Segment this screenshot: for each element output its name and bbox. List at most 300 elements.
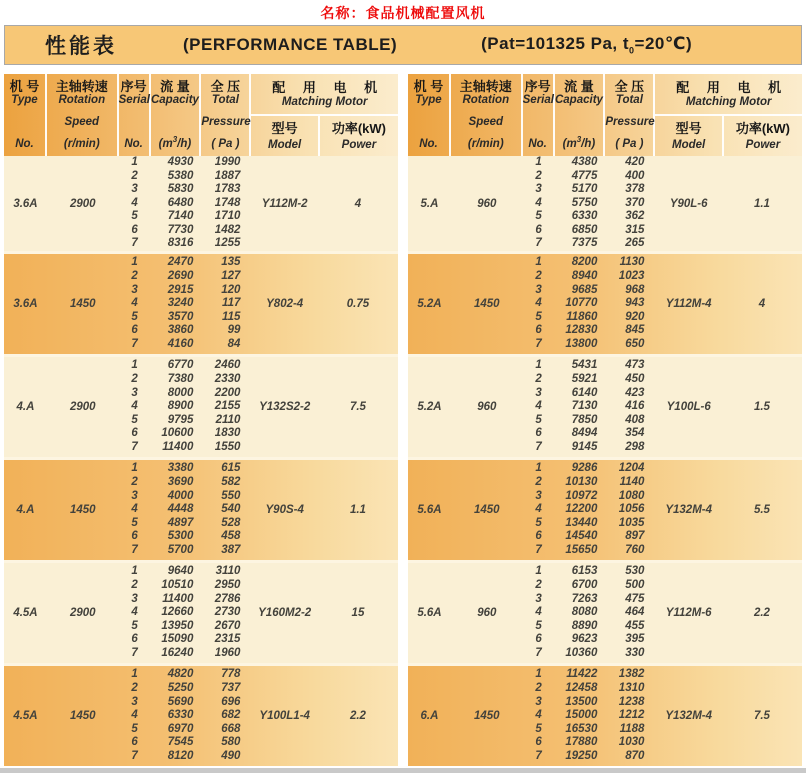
capacity-value: 12458 [565,682,598,695]
speed-label-en1: Rotation [58,94,106,106]
col-header-type [408,74,451,156]
serial-value: 6 [131,736,138,749]
serial-value: 6 [131,223,138,236]
rotation-speed-cell: 1450 [473,710,500,722]
pressure-column [201,359,251,454]
serial-value: 2 [131,579,138,592]
capacity-label-en: Capacity [554,94,603,106]
conditions-prefix: (Pat=101325 Pa, t [481,34,630,54]
serial-value: 6 [535,324,542,337]
performance-block [4,354,398,457]
serial-value: 5 [131,310,138,323]
power-label-en: Power [745,138,781,151]
capacity-column [555,156,606,251]
serial-column [523,359,555,454]
serial-value: 2 [535,476,542,489]
serial-value: 1 [131,359,138,372]
serial-value: 1 [535,359,542,372]
capacity-value: 15090 [161,633,194,646]
capacity-value: 3860 [167,324,194,337]
pressure-value: 2110 [215,413,241,426]
capacity-value: 13500 [565,695,598,708]
pressure-column [605,668,655,763]
pressure-value: 1204 [618,462,645,475]
serial-value: 7 [131,543,138,556]
pressure-value: 550 [221,489,241,502]
pressure-value: 490 [221,749,241,762]
capacity-column [151,462,202,557]
performance-table-right [408,74,802,766]
col-header-capacity [151,74,202,156]
fan-type-cell: 5.6A [417,504,442,516]
pressure-value: 1056 [618,503,645,516]
rotation-speed-cell: 2900 [69,197,96,210]
pressure-value: 1140 [619,476,645,489]
pressure-value: 1990 [214,155,241,168]
pressure-value: 845 [625,324,645,337]
performance-block [4,560,398,663]
capacity-value: 9640 [167,565,194,578]
capacity-value: 13800 [565,337,598,350]
speed-unit: (r/min) [467,138,504,150]
pressure-value: 408 [625,413,645,426]
performance-table-left [4,74,398,766]
serial-value: 7 [131,749,138,762]
speed-unit: (r/min) [63,138,100,150]
pressure-value: 668 [221,722,241,735]
capacity-value: 5700 [167,543,194,556]
serial-value: 1 [131,462,138,475]
table-header [4,74,398,156]
rotation-speed-cell: 1450 [473,298,500,310]
capacity-value: 4000 [167,489,194,502]
rotation-speed-cell: 2900 [69,401,96,413]
serial-value: 5 [131,516,138,529]
pressure-value: 99 [227,324,241,337]
serial-value: 3 [535,183,542,196]
pressure-column [605,156,655,251]
pressure-label-en2: Pressure [605,116,655,128]
fan-type-cell: 5.6A [417,607,442,619]
capacity-column [151,565,202,660]
capacity-value: 2915 [167,283,194,296]
pressure-value: 1130 [619,256,645,269]
capacity-value: 8900 [167,400,194,413]
serial-value: 6 [535,223,542,236]
pressure-value: 1830 [214,427,241,440]
serial-label-cn: 序号 [524,79,551,94]
performance-block [408,560,802,663]
capacity-value: 11400 [162,440,194,453]
capacity-column [151,256,202,351]
tables-container [4,74,802,766]
page-title-english: (PERFORMANCE TABLE) [183,35,398,54]
serial-value: 4 [535,297,542,310]
capacity-value: 12830 [565,324,598,337]
serial-value: 3 [535,592,542,605]
serial-value: 5 [131,210,138,223]
pressure-column [201,565,251,660]
pressure-value: 2730 [214,606,241,619]
capacity-value: 5431 [571,359,598,372]
fan-type-cell: 5.2A [417,298,442,310]
fan-type-cell: 4.A [16,504,35,516]
capacity-unit-post: /h) [177,138,192,150]
col-header-serial [523,74,555,156]
motor-model-cell: Y100L-6 [666,401,711,413]
speed-label-cn: 主轴转速 [459,79,512,94]
performance-block [408,663,802,766]
serial-value: 6 [535,736,542,749]
capacity-value: 2690 [167,270,194,283]
pressure-value: 127 [221,270,241,283]
capacity-value: 4448 [167,503,194,516]
capacity-value: 4897 [167,516,194,529]
capacity-value: 5380 [167,169,194,182]
serial-value: 7 [535,440,542,453]
serial-value: 7 [131,646,138,659]
serial-value: 2 [535,169,542,182]
type-label-en: Type [11,94,38,106]
serial-value: 6 [131,530,138,543]
pressure-value: 420 [625,155,645,168]
pressure-label-cn: 全 压 [614,79,645,94]
motor-power-cell: 7.5 [349,401,366,413]
table-body-left [4,156,398,766]
power-label-en: Power [341,138,377,151]
type-unit: No. [15,138,34,150]
pressure-value: 387 [221,543,241,556]
motor-model-cell: Y160M2-2 [258,607,312,619]
pressure-value: 2330 [214,373,241,386]
pressure-value: 696 [221,695,241,708]
capacity-unit-pre: (m [158,138,173,150]
motor-subheader [251,114,398,156]
serial-column [119,156,151,251]
serial-value: 4 [535,709,542,722]
capacity-unit [151,133,200,151]
capacity-value: 6700 [571,579,598,592]
conditions-subscript: 0 [629,45,635,56]
pressure-value: 395 [625,633,645,646]
fan-type-cell: 3.6A [13,298,38,310]
serial-value: 5 [535,722,542,735]
pressure-value: 1382 [618,668,645,681]
pressure-value: 1212 [618,709,645,722]
pressure-value: 1482 [214,223,241,236]
capacity-value: 15000 [565,709,598,722]
capacity-value: 7130 [571,400,598,413]
capacity-value: 5830 [167,183,194,196]
performance-block [408,457,802,560]
pressure-value: 330 [625,646,645,659]
serial-value: 2 [131,270,138,283]
capacity-label-en: Capacity [150,94,199,106]
serial-value: 7 [535,543,542,556]
serial-value: 3 [535,386,542,399]
col-header-pressure [605,74,655,156]
motor-power-cell: 5.5 [753,504,770,516]
motor-model-cell: Y90S-4 [265,504,304,516]
capacity-value: 4160 [167,337,194,350]
motor-group-label [251,74,398,114]
pressure-value: 1550 [214,440,241,453]
capacity-unit-post: /h) [581,138,596,150]
rotation-speed-cell: 1450 [69,710,96,722]
capacity-label-cn: 流 量 [564,79,594,94]
capacity-unit [555,133,604,151]
pressure-unit: ( Pa ) [211,138,240,150]
performance-block [4,251,398,354]
pressure-value: 1960 [214,646,241,659]
performance-block [408,251,802,354]
capacity-value: 8200 [571,256,598,269]
motor-subheader [655,114,802,156]
capacity-value: 9286 [571,462,598,475]
capacity-value: 8890 [571,619,598,632]
motor-power-cell: 2.2 [349,710,366,722]
col-header-motor [655,74,802,156]
pressure-value: 362 [625,210,645,223]
serial-value: 3 [131,695,138,708]
pressure-value: 760 [625,543,645,556]
motor-model-cell: Y802-4 [266,298,304,310]
capacity-value: 8940 [571,270,598,283]
pressure-value: 450 [625,373,645,386]
serial-value: 4 [131,606,138,619]
pressure-value: 582 [221,476,241,489]
serial-value: 5 [131,619,138,632]
pressure-value: 1080 [618,489,645,502]
pressure-column [201,156,251,251]
motor-power-cell: 4 [354,197,362,210]
serial-value: 4 [131,503,138,516]
pressure-value: 84 [227,337,241,350]
serial-value: 3 [131,386,138,399]
performance-block [4,663,398,766]
pressure-value: 135 [221,256,241,269]
model-label-en: Model [268,138,302,151]
model-label-cn: 型号 [675,120,702,136]
conditions-suffix: =20℃) [634,34,693,54]
serial-column [523,256,555,351]
capacity-column [151,668,202,763]
capacity-value: 9145 [571,440,598,453]
serial-value: 5 [131,413,138,426]
type-label-cn: 机 号 [413,79,444,94]
capacity-column [555,565,606,660]
pressure-value: 458 [221,530,241,543]
capacity-value: 11400 [162,592,194,605]
capacity-value: 16240 [161,646,194,659]
pressure-value: 315 [625,223,645,236]
capacity-value: 6970 [167,722,194,735]
capacity-value: 6850 [571,223,598,236]
motor-model-cell: Y112M-4 [665,298,712,310]
pressure-value: 400 [625,169,645,182]
serial-value: 3 [131,183,138,196]
serial-value: 4 [535,400,542,413]
capacity-column [151,359,202,454]
serial-value: 7 [535,749,542,762]
col-header-serial [119,74,151,156]
serial-value: 2 [131,373,138,386]
capacity-label-cn: 流 量 [160,79,190,94]
pressure-value: 117 [222,297,241,310]
pressure-column [605,359,655,454]
serial-value: 4 [535,606,542,619]
performance-block [4,457,398,560]
serial-value: 2 [535,579,542,592]
pressure-label-en2: Pressure [201,116,251,128]
pressure-label-en1: Total [211,94,239,106]
serial-value: 5 [535,516,542,529]
capacity-value: 4820 [167,668,194,681]
motor-model-cell: Y100L1-4 [259,710,310,722]
pressure-value: 778 [221,668,241,681]
capacity-value: 3380 [167,462,194,475]
serial-value: 1 [131,155,138,168]
serial-value: 3 [535,695,542,708]
serial-unit: No. [124,138,143,150]
capacity-column [555,668,606,763]
serial-value: 1 [535,256,542,269]
pressure-label-en1: Total [615,94,643,106]
pressure-label-cn: 全 压 [210,79,241,94]
rotation-speed-cell: 1450 [473,504,500,516]
serial-label-en: Serial [118,94,150,106]
capacity-value: 8000 [167,386,194,399]
col-header-speed [451,74,523,156]
fan-type-cell: 5.A [420,197,439,210]
capacity-value: 6330 [571,210,598,223]
serial-column [523,156,555,251]
motor-power-cell: 1.1 [753,197,770,210]
pressure-value: 1023 [618,270,645,283]
serial-value: 4 [131,709,138,722]
page-title-chinese: 性能表 [45,35,117,58]
power-label-cn: 功率(kW) [735,120,791,136]
serial-value: 6 [535,633,542,646]
capacity-value: 9623 [571,633,598,646]
serial-value: 5 [535,619,542,632]
fan-type-cell: 4.5A [13,710,38,722]
pressure-value: 464 [625,606,645,619]
fan-type-cell: 4.A [16,401,35,413]
serial-value: 4 [131,297,138,310]
type-label-en: Type [415,94,442,106]
serial-value: 1 [535,668,542,681]
capacity-value: 7850 [571,413,598,426]
pressure-value: 650 [625,337,645,350]
serial-value: 5 [535,413,542,426]
pressure-value: 3110 [215,565,241,578]
capacity-value: 2470 [167,256,194,269]
capacity-value: 7263 [571,592,598,605]
serial-value: 5 [131,722,138,735]
pressure-column [605,565,655,660]
capacity-value: 13950 [161,619,194,632]
serial-column [119,462,151,557]
serial-value: 7 [535,237,542,250]
pressure-value: 298 [625,440,645,453]
col-header-motor [251,74,398,156]
pressure-value: 120 [221,283,241,296]
serial-value: 6 [131,324,138,337]
capacity-value: 5170 [571,183,598,196]
serial-value: 1 [535,462,542,475]
type-unit: No. [419,138,438,150]
serial-value: 5 [535,310,542,323]
capacity-value: 5250 [167,682,194,695]
fan-type-cell: 4.5A [13,607,38,619]
pressure-column [201,462,251,557]
pressure-value: 920 [625,310,645,323]
capacity-value: 13440 [565,516,598,529]
capacity-value: 5300 [167,530,194,543]
capacity-unit-sup: 3 [172,135,178,145]
pressure-value: 530 [625,565,645,578]
motor-model-cell: Y132M-4 [665,710,713,722]
motor-power-cell: 7.5 [753,710,770,722]
serial-value: 7 [131,237,138,250]
capacity-value: 6153 [571,565,598,578]
capacity-value: 11422 [566,668,598,681]
pressure-value: 540 [221,503,241,516]
capacity-value: 8080 [571,606,598,619]
pressure-value: 2460 [214,359,241,372]
pressure-value: 378 [625,183,645,196]
capacity-value: 9685 [571,283,598,296]
pressure-value: 115 [222,310,241,323]
motor-power-cell: 4 [758,298,766,310]
pressure-value: 968 [625,283,645,296]
col-header-model [655,116,722,156]
pressure-column [605,256,655,351]
pressure-value: 1035 [618,516,645,529]
serial-value: 7 [131,440,138,453]
document-name: 名称：食品机械配置风机 [320,4,486,21]
capacity-value: 12200 [565,503,598,516]
pressure-value: 370 [625,196,645,209]
capacity-value: 7380 [167,373,194,386]
power-label-cn: 功率(kW) [331,120,387,136]
pressure-value: 615 [221,462,241,475]
capacity-value: 4380 [571,155,598,168]
serial-value: 6 [535,427,542,440]
motor-model-cell: Y112M-6 [665,607,712,619]
capacity-value: 10972 [565,489,598,502]
serial-value: 6 [535,530,542,543]
serial-value: 1 [131,256,138,269]
capacity-value: 8494 [571,427,598,440]
pressure-value: 1783 [214,183,241,196]
rotation-speed-cell: 960 [477,197,497,210]
serial-value: 1 [535,155,542,168]
pressure-value: 2786 [214,592,241,605]
pressure-value: 265 [625,237,645,250]
bottom-divider [0,768,806,773]
serial-value: 3 [131,283,138,296]
model-label-en: Model [672,138,706,151]
motor-model-cell: Y112M-2 [261,197,308,210]
col-header-power [722,116,802,156]
serial-value: 2 [131,169,138,182]
serial-column [119,359,151,454]
motor-label-cn: 配 用 电 机 [272,79,385,95]
pressure-value: 1030 [618,736,645,749]
model-label-cn: 型号 [271,120,298,136]
